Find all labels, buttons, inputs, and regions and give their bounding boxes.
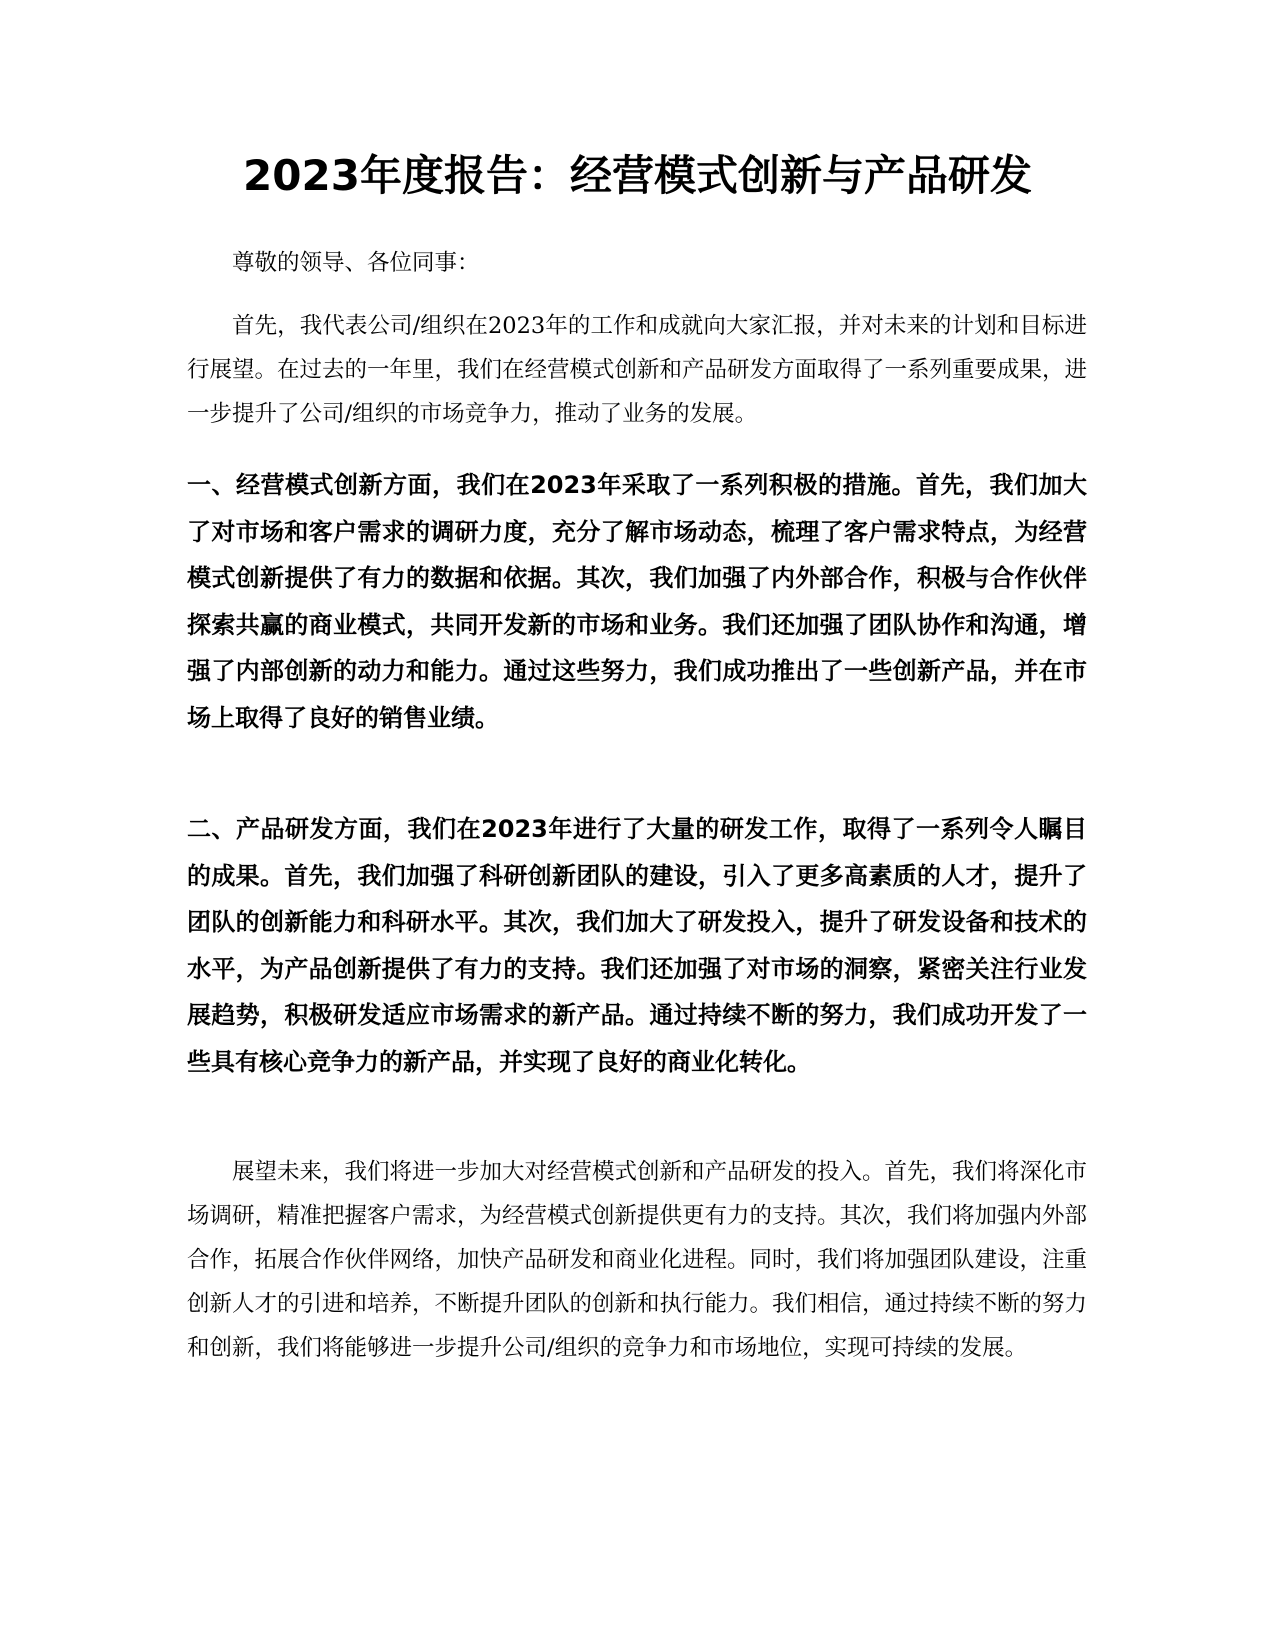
outlook-paragraph: 展望未来，我们将进一步加大对经营模式创新和产品研发的投入。首先，我们将深化市场调研，精准把握客户需求，为经营模式创新提供更有力的支持。其次，我们将加强内外部合作，拓展合作伙伴网络，加快产品研发和商业化进程。同时，我们将加强团队建设，注重创新人才的引进和培养，不断提升团队的创新和执行能力。我们相信，通过持续不断的努力和创新，我们将能够进一步提升公司/组织的竞争力和市场地位，实现可持续的发展。 (187, 1159, 1088, 1361)
document-title: 2023年度报告：经营模式创新与产品研发 (243, 151, 1032, 200)
greeting-paragraph: 尊敬的领导、各位同事： (232, 250, 480, 276)
section-product-rd-paragraph: 二、产品研发方面，我们在2023年进行了大量的研发工作，取得了一系列令人瞩目的成果。首先，我们加强了科研创新团队的建设，引入了更多高素质的人才，提升了团队的创新能力和科研水平。其次，我们加大了研发投入，提升了研发设备和技术的水平，为产品创新提供了有力的支持。我们还加强了对市场的洞察，紧密关注行业发展趋势，积极研发适应市场需求的新产品。通过持续不断的努力，我们成功开发了一些具有核心竞争力的新产品，并实现了良好的商业化转化。 (187, 815, 1087, 1076)
intro-paragraph: 首先，我代表公司/组织在2023年的工作和成就向大家汇报，并对未来的计划和目标进行展望。在过去的一年里，我们在经营模式创新和产品研发方面取得了一系列重要成果，进一步提升了公司/组织的市场竞争力，推动了业务的发展。 (187, 313, 1088, 427)
section-business-model-paragraph: 一、经营模式创新方面，我们在2023年采取了一系列积极的措施。首先，我们加大了对市场和客户需求的调研力度，充分了解市场动态，梳理了客户需求特点，为经营模式创新提供了有力的数据和依据。其次，我们加强了内外部合作，积极与合作伙伴探索共赢的商业模式，共同开发新的市场和业务。我们还加强了团队协作和沟通，增强了内部创新的动力和能力。通过这些努力，我们成功推出了一些创新产品，并在市场上取得了良好的销售业绩。 (187, 471, 1087, 732)
